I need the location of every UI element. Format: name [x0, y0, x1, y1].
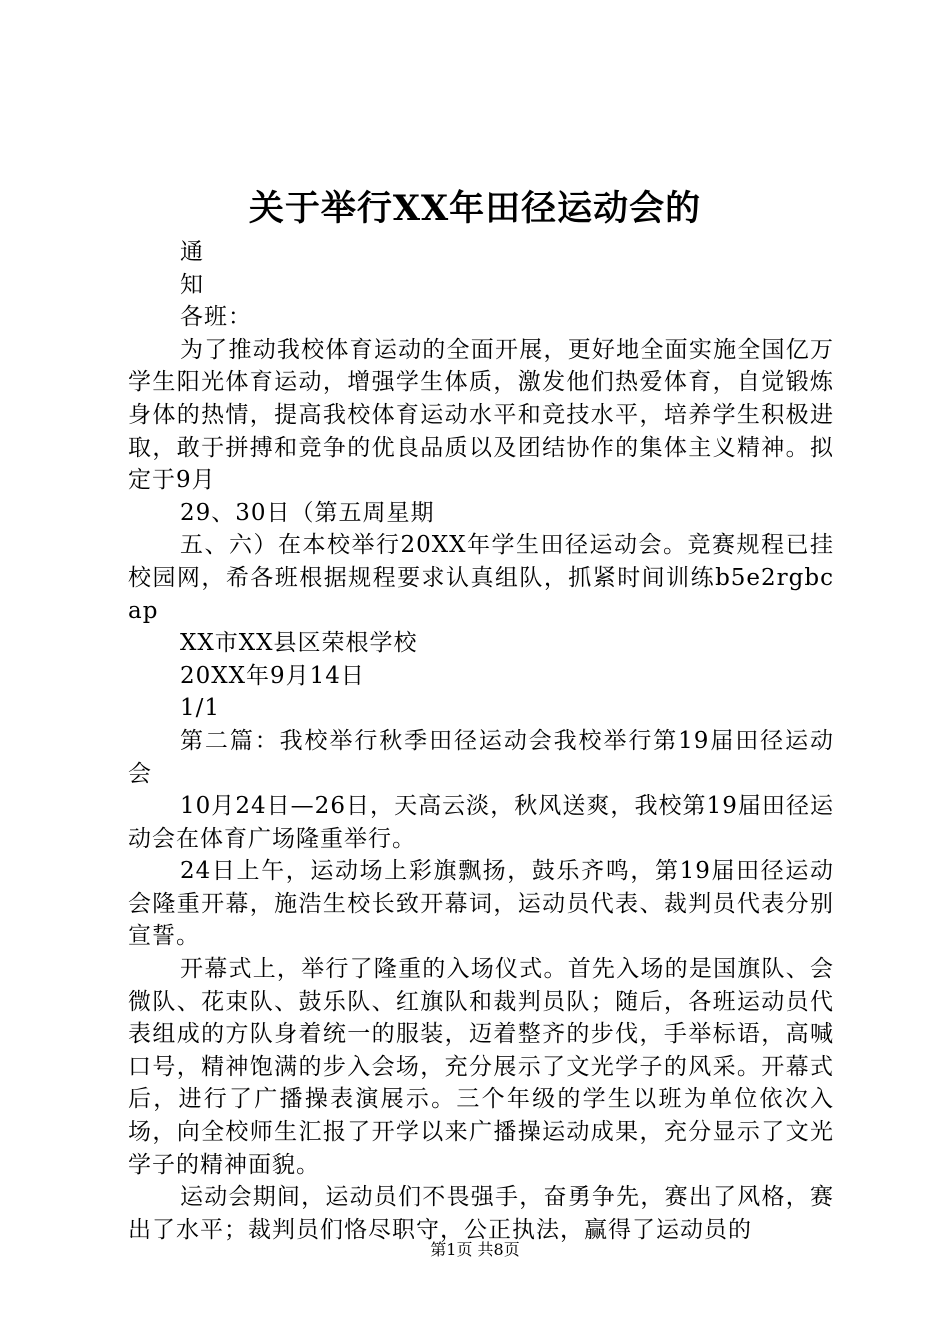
paragraph-purpose: 为了推动我校体育运动的全面开展，更好地全面实施全国亿万学生阳光体育运动，增强学生体质，激发他们热爱体育，自觉锻炼身体的热情，提高我校体育运动水平和竞技水平，培养学生积极进取，敢于拼搏和竞争的优良品质以及团结协作的集体主义精神。拟定于9月: [128, 336, 834, 494]
salutation: 各班：: [180, 304, 252, 331]
document-title: 关于举行XX年田径运动会的: [248, 188, 702, 229]
paragraph-announcement: 五、六）在本校举行20XX年学生田径运动会。竞赛规程已挂校园网，希各班根据规程要求认真组队，抓紧时间训练b5e2rgbcap: [128, 532, 834, 624]
section-heading: 第二篇：我校举行秋季田径运动会我校举行第19届田径运动会: [128, 727, 834, 787]
notice-char-2: 知: [180, 271, 204, 298]
paragraph-dates: 29、30日（第五周星期: [180, 499, 435, 526]
paragraph-competition: 运动会期间，运动员们不畏强手，奋勇争先，赛出了风格，赛出了水平；裁判员们恪尽职守，公正执法，赢得了运动员的: [128, 1184, 834, 1243]
signature-school: XX市XX县区荣根学校: [180, 630, 418, 657]
notice-char-1: 通: [180, 239, 204, 265]
page-footer: 第1页 共8页: [430, 1240, 520, 1259]
paragraph-ceremony: 开幕式上，举行了隆重的入场仪式。首先入场的是国旗队、会微队、花束队、鼓乐队、红旗队和裁判员队；随后，各班运动员代表组成的方队身着统一的服装，迈着整齐的步伐，手举标语，高喊口号，精神饱满的步入会场，充分展示了文光学子的风采。开幕式后，进行了广播操表演展示。三个年级的学生以班为单位依次入场，向全校师生汇报了开学以来广播操运动成果，充分显示了文光学子的精神面貌。: [128, 956, 834, 1178]
signature-date: 20XX年9月14日: [180, 662, 365, 689]
document-body: [128, 236, 834, 1246]
paragraph-opening: 24日上午，运动场上彩旗飘扬，鼓乐齐鸣，第19届田径运动会隆重开幕，施浩生校长致开幕词，运动员代表、裁判员代表分别宣誓。: [128, 858, 834, 950]
paragraph-event-dates: 10月24日—26日，天高云淡，秋风送爽，我校第19届田径运动会在体育广场隆重举行。: [128, 793, 834, 852]
page-marker: 1/1: [180, 695, 221, 722]
